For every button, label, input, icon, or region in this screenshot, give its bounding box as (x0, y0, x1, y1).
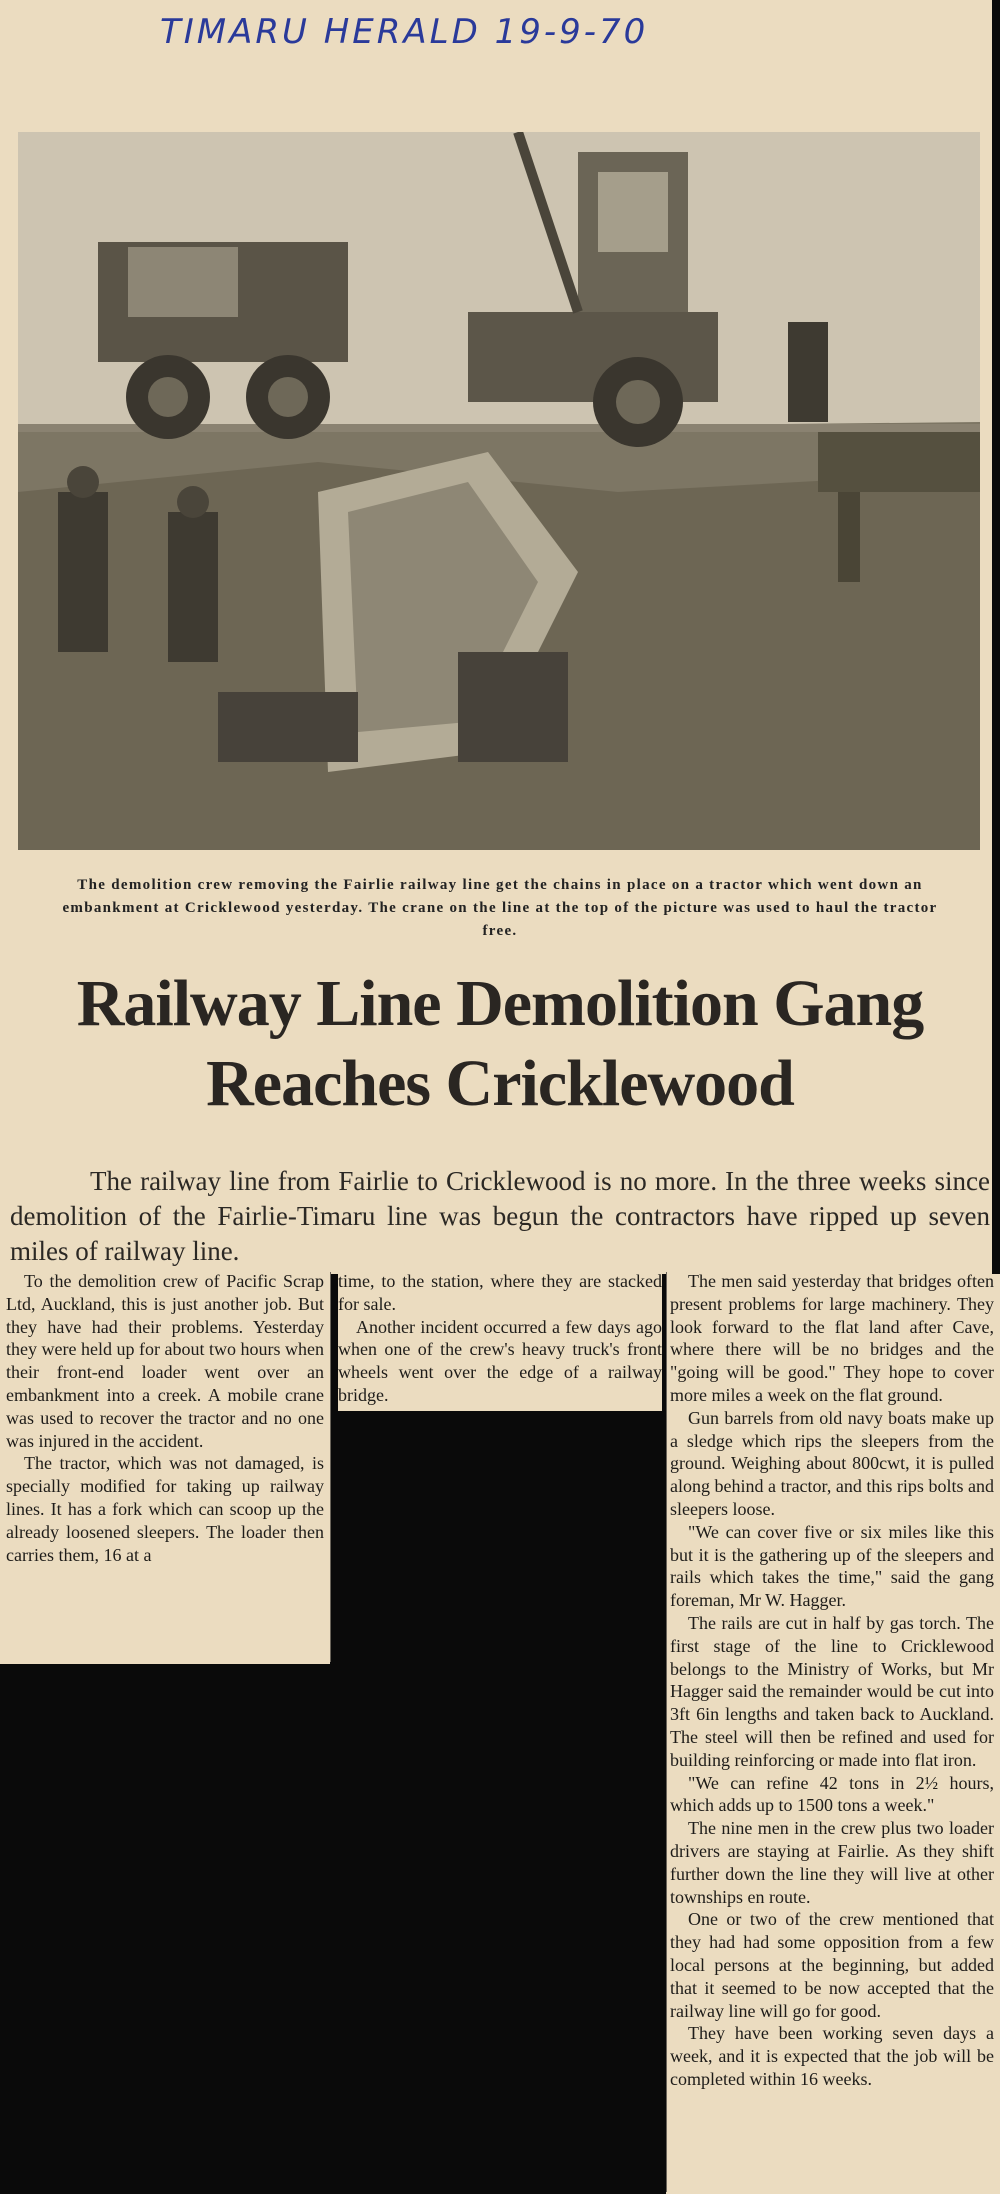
paragraph: The nine men in the crew plus two loader drivers are staying at Fairlie. As they shift further down the line they will live at other townships en route. (670, 1818, 994, 1907)
intro-paragraph: The railway line from Fairlie to Cricklewood is no more. In the three weeks since demolition of the Fairlie-Timaru line was begun the contractors have ripped up seven miles of railway line. (10, 1166, 990, 1266)
headline-line-2: Reaches Cricklewood (206, 1047, 794, 1120)
paragraph: "We can refine 42 tons in 2½ hours, which adds up to 1500 tons a week." (670, 1772, 994, 1816)
paragraph: Gun barrels from old navy boats make up a sledge which rips the sleepers from the ground. Weighing about 800cwt, it is pulled along behind a tractor, and this rips bolts and sleepers loose. (670, 1407, 994, 1519)
article-column-2 (338, 1270, 662, 1411)
paragraph: To the demolition crew of Pacific Scrap Ltd, Auckland, this is just another job. But they have had their problems. Yesterday they were held up for about two hours when their front-end loader went over an embankment into a creek. A mobile crane was used to recover the tractor and no one was injured in the accident. (6, 1271, 324, 1451)
column-rule-1 (330, 1272, 331, 1662)
paragraph: "We can cover five or six miles like this but it is the gathering up of the sleepers and rails which takes the time," said the gang foreman, Mr W. Hagger. (670, 1521, 994, 1611)
paragraph: Another incident occurred a few days ago when one of the crew's heavy truck's front wheels went over the edge of a railway bridge. (338, 1316, 662, 1405)
paragraph: The tractor, which was not damaged, is specially modified for taking up railway lines. It has a fork which can scoop up the already loosened sleepers. The loader then carries them, 16 at a (6, 1453, 324, 1565)
paragraph: They have been working seven days a week, and it is expected that the job will be completed within 16 weeks. (670, 2023, 994, 2089)
article-column-3 (670, 1270, 994, 2091)
paragraph: The men said yesterday that bridges often present problems for large machinery. They look forward to the flat land after Cave, where there will be no bridges and the "going will be good." They hope to cover more miles a week on the flat ground. (670, 1271, 994, 1405)
headline (0, 964, 1000, 1124)
handwritten-note: TIMARU HERALD 19-9-70 (160, 12, 649, 52)
headline-line-1: Railway Line Demolition Gang (76, 967, 924, 1040)
paragraph: One or two of the crew mentioned that they had had some opposition from a few local persons at the beginning, but added that it seemed to be now accepted that the railway line will go for good. (670, 1909, 994, 2021)
article-column-1 (6, 1270, 324, 1566)
news-photo (18, 132, 980, 850)
news-photo-illustration (18, 132, 980, 850)
paragraph: The rails are cut in half by gas torch. The first stage of the line to Cricklewood belongs to the Ministry of Works, but Mr Hagger said the remainder would be cut into 3ft 6in lengths and taken back to Auckland. The steel will then be refined and used for building reinforcing or made into flat iron. (670, 1612, 994, 1770)
photo-caption: The demolition crew removing the Fairlie railway line get the chains in place on a tractor which went down an embankment at Cricklewood yesterday. The crane on the line at the top of the picture was used to haul the tractor free. (62, 877, 938, 939)
column-rule-2 (666, 1272, 667, 2192)
paragraph: time, to the station, where they are stacked for sale. (338, 1271, 662, 1314)
